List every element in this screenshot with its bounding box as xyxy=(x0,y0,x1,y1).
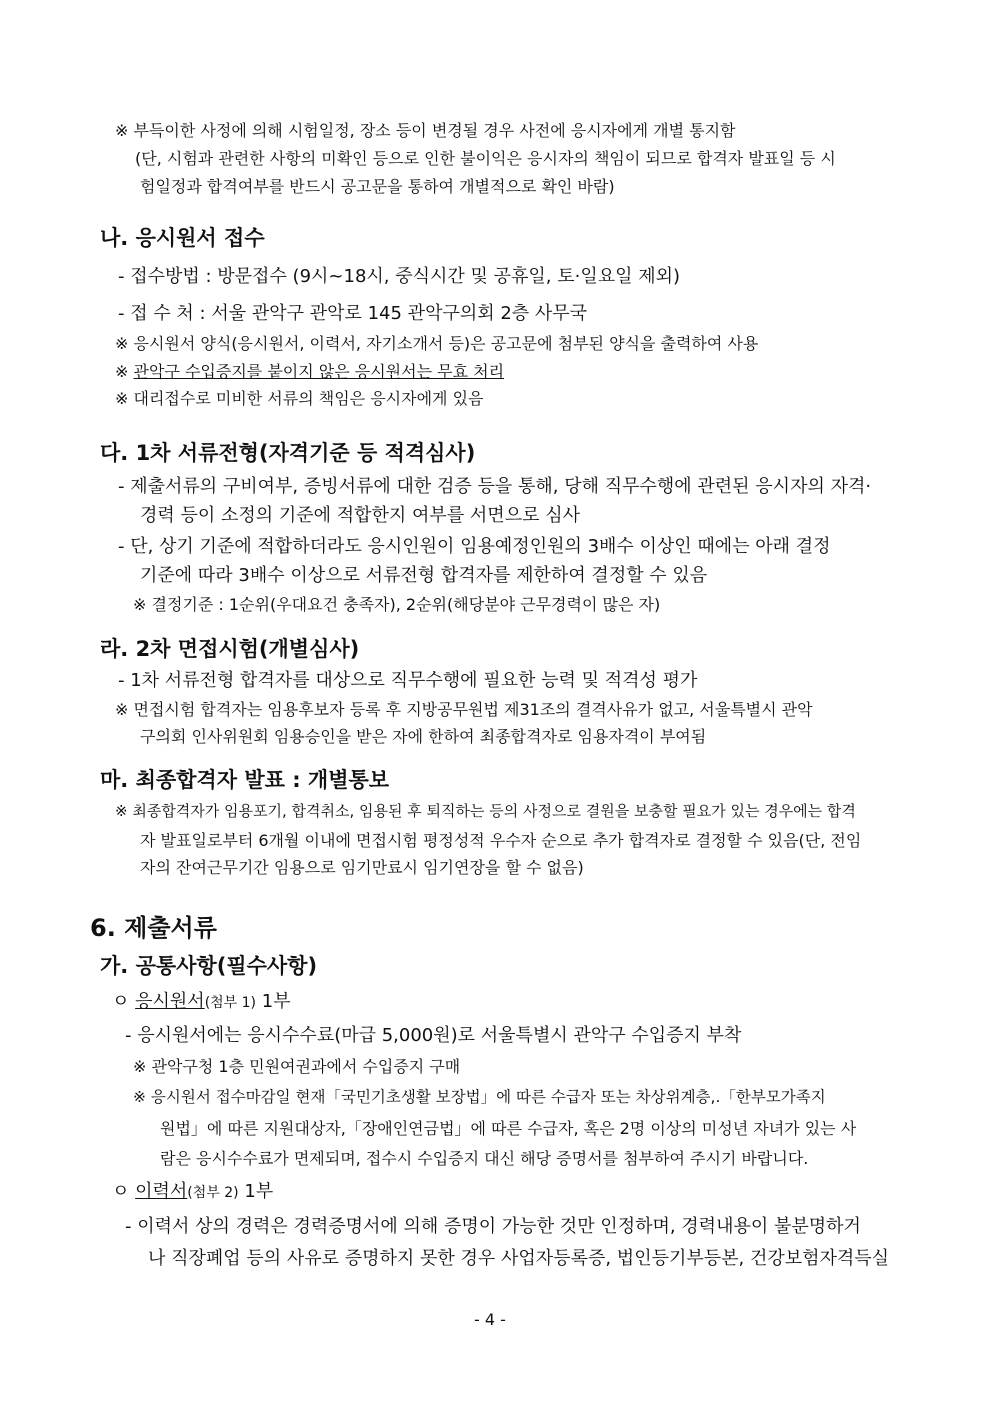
fee-exemption-note-cont-2: 람은 응시수수료가 면제되며, 접수시 수입증지 대신 해당 증명서를 첨부하여 주시기 바랍니다. xyxy=(160,1149,809,1168)
resume-career-line-cont: 나 직장폐업 등의 사유로 증명하지 못한 경우 사업자등록증, 법인등기부등본, 건강보험자격득실 xyxy=(148,1248,890,1269)
interview-item-1: - 1차 서류전형 합격자를 대상으로 직무수행에 필요한 능력 및 적격성 평가 xyxy=(118,670,698,691)
application-fee-line: - 응시원서에는 응시수수료(마급 5,000원)로 서울특별시 관악구 수입증지 부착 xyxy=(125,1025,742,1046)
final-pass-note: ※ 최종합격자가 임용포기, 합격취소, 임용된 후 퇴직하는 등의 사정으로 결원을 보충할 필요가 있는 경우에는 합격 xyxy=(115,802,856,820)
schedule-change-notice: ※ 부득이한 사정에 의해 시험일정, 장소 등이 변경될 경우 사전에 응시자에게 개별 통지함 xyxy=(115,121,736,140)
section-6-title: 6. 제출서류 xyxy=(90,914,217,942)
final-pass-note-cont-1: 자 발표일로부터 6개월 이내에 면접시험 평정성적 우수자 순으로 추가 합격자로 결정할 수 있음(단, 전임 xyxy=(140,831,862,850)
attachment-ref: (첨부 2) xyxy=(187,1185,239,1201)
note-marker: ※ xyxy=(115,362,134,381)
application-form-label: 응시원서 xyxy=(135,991,205,1012)
section-na-title: 나. 응시원서 접수 xyxy=(100,226,265,250)
schedule-change-notice-detail-1: (단, 시험과 관련한 사항의 미확인 등으로 인한 불이익은 응시자의 책임이 되므로 합격자 발표일 등 시 xyxy=(135,149,836,168)
circle-bullet-icon: ㅇ xyxy=(112,1181,130,1202)
attachment-ref: (첨부 1) xyxy=(204,995,257,1011)
fee-exemption-note-cont-1: 원법」에 따른 지원대상자,「장애인연금법」에 따른 수급자, 혹은 2명 이상의 미성년 자녀가 있는 사 xyxy=(160,1119,857,1138)
interview-note: ※ 면접시험 합격자는 임용후보자 등록 후 지방공무원법 제31조의 결격사유가 없고, 서울특별시 관악 xyxy=(115,700,813,719)
resume-label: 이력서 xyxy=(135,1181,188,1202)
reception-method: - 접수방법 : 방문접수 (9시~18시, 중식시간 및 공휴일, 토·일요일 제외) xyxy=(118,266,681,287)
page-number: - 4 - xyxy=(474,1310,506,1329)
decision-criteria-note: ※ 결정기준 : 1순위(우대요건 충족자), 2순위(해당분야 근무경력이 많은 자) xyxy=(133,595,661,614)
copy-count: 1부 xyxy=(238,1181,274,1202)
schedule-change-notice-detail-2: 험일정과 합격여부를 반드시 공고문을 통하여 개별적으로 확인 바람) xyxy=(140,177,615,196)
final-pass-note-cont-2: 자의 잔여근무기간 임용으로 임기만료시 임기연장을 할 수 없음) xyxy=(140,858,584,877)
circle-bullet-icon: ㅇ xyxy=(112,991,130,1012)
revenue-stamp-warning: 관악구 수입증지를 붙이지 않은 응시원서는 무효 처리 xyxy=(133,362,505,381)
item-resume xyxy=(112,1177,273,1203)
reception-place: - 접 수 처 : 서울 관악구 관악로 145 관악구의회 2층 사무국 xyxy=(118,303,588,324)
proxy-reception-note: ※ 대리접수로 미비한 서류의 책임은 응시자에게 있음 xyxy=(115,389,484,408)
form-template-note: ※ 응시원서 양식(응시원서, 이력서, 자기소개서 등)은 공고문에 첨부된 양식을 출력하여 사용 xyxy=(115,334,759,353)
document-screening-item-2: - 단, 상기 기준에 적합하더라도 응시인원이 임용예정인원의 3배수 이상인 때에는 아래 결정 xyxy=(118,536,831,557)
interview-note-cont: 구의회 인사위원회 임용승인을 받은 자에 한하여 최종합격자로 임용자격이 부여됨 xyxy=(140,727,707,746)
revenue-stamp-note xyxy=(115,359,504,382)
stamp-purchase-note: ※ 관악구청 1층 민원여권과에서 수입증지 구매 xyxy=(133,1057,461,1076)
document-screening-item-1: - 제출서류의 구비여부, 증빙서류에 대한 검증 등을 통해, 당해 직무수행에 관련된 응시자의 자격· xyxy=(118,476,872,497)
resume-career-line: - 이력서 상의 경력은 경력증명서에 의해 증명이 가능한 것만 인정하며, 경력내용이 불분명하거 xyxy=(125,1216,861,1237)
section-ma-title: 마. 최종합격자 발표 : 개별통보 xyxy=(100,768,390,792)
document-screening-item-2-cont: 기준에 따라 3배수 이상으로 서류전형 합격자를 제한하여 결정할 수 있음 xyxy=(140,565,708,586)
common-items-title: 가. 공통사항(필수사항) xyxy=(100,954,318,978)
copy-count: 1부 xyxy=(256,991,291,1012)
item-application-form xyxy=(112,987,291,1013)
fee-exemption-note: ※ 응시원서 접수마감일 현재「국민기초생활 보장법」에 따른 수급자 또는 차상위계층,.「한부모가족지 xyxy=(133,1088,826,1106)
section-da-title: 다. 1차 서류전형(자격기준 등 적격심사) xyxy=(100,441,476,465)
section-ra-title: 라. 2차 면접시험(개별심사) xyxy=(100,637,360,661)
document-screening-item-1-cont: 경력 등이 소정의 기준에 적합한지 여부를 서면으로 심사 xyxy=(140,505,580,526)
